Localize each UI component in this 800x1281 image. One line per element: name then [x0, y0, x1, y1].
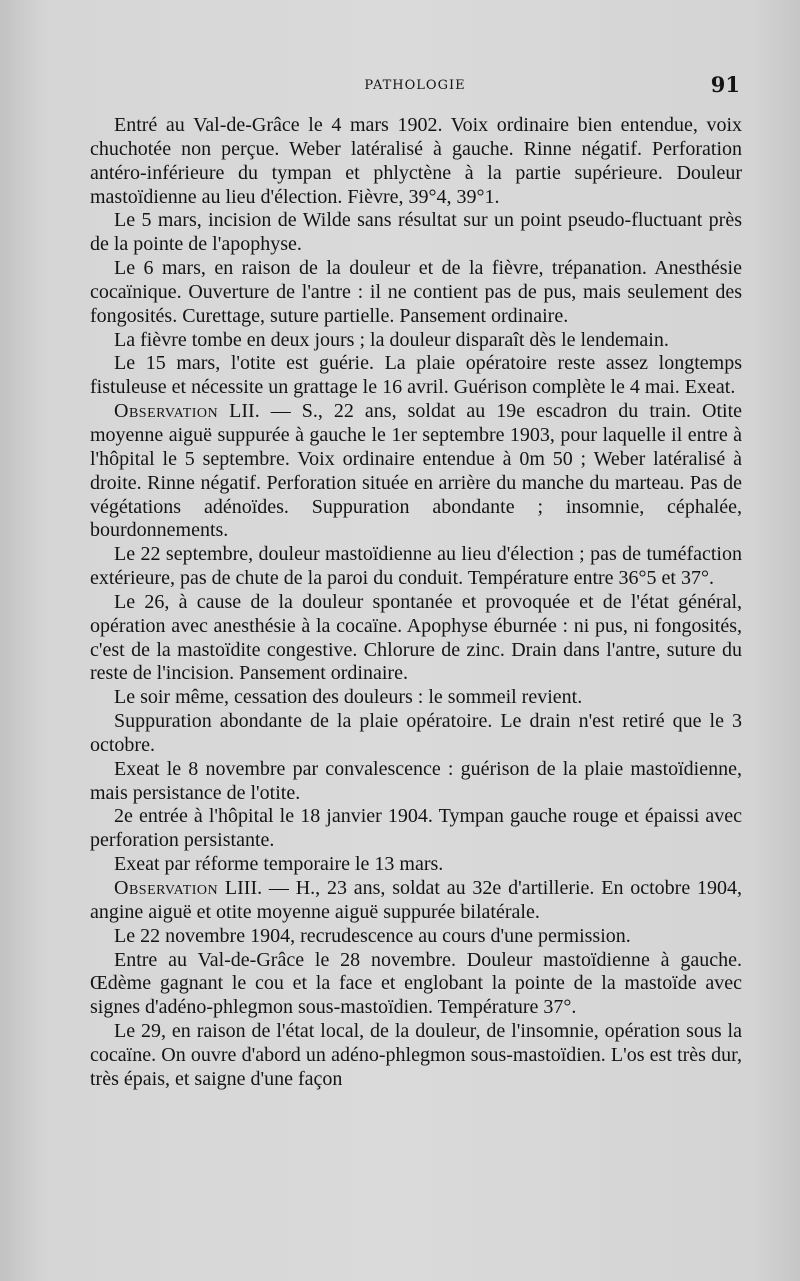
- paragraph-22-september: Le 22 septembre, douleur mastoïdienne au lieu d'élection ; pas de tuméfaction extérieure, pas de chute de la paroi du conduit. Température entre 36°5 et 37°.: [90, 543, 742, 590]
- paragraph-evening: Le soir même, cessation des douleurs : le sommeil revient.: [114, 686, 583, 709]
- paragraph-26-operation: Le 26, à cause de la douleur spontanée et provoquée et de l'état général, opération avec anesthésie à la cocaïne. Apophyse éburnée : ni pus, ni fongosités, c'est de la mastoïdite congestive. Chlorure de zinc. Drain dans l'antre, suture du reste de l'incision. Pansement ordinaire.: [90, 590, 742, 685]
- paragraph-trepanation: Le 6 mars, en raison de la douleur et de la fièvre, trépanation. Anesthésie cocaïnique. Ouverture de l'antre : il ne contient pas de pus, mais seulement des fongosités. Curettage, suture partielle. Pansement ordinaire.: [90, 257, 742, 327]
- paragraph-29-operation: Le 29, en raison de l'état local, de la douleur, de l'insomnie, opération sous la cocaïne. On ouvre d'abord un adéno-phlegmon sous-mastoïdien. L'os est très dur, très épais, et saigne d'une façon: [90, 1020, 742, 1090]
- page-number: 91: [710, 72, 740, 97]
- paragraph-entry-28-november: Entre au Val-de-Grâce le 28 novembre. Douleur mastoïdienne à gauche. Œdème gagnant le cou et la face et englobant la pointe de la mastoïde avec signes d'adéno-phlegmon sous-mastoïdien. Température 37°.: [90, 948, 742, 1019]
- paragraph-admission: Entré au Val-de-Grâce le 4 mars 1902. Voix ordinaire bien entendue, voix chuchotée non perçue. Weber latéralisé à gauche. Rinne négatif. Perforation antéro-inférieure du tympan et phlyctène à la partie supérieure. Douleur mastoïdienne au lieu d'élection. Fièvre, 39°4, 39°1.: [90, 114, 742, 208]
- paragraph-recrudescence: Le 22 novembre 1904, recrudescence au cours d'une permission.: [114, 924, 631, 947]
- paragraph-observation-lii: [90, 400, 742, 543]
- running-title: PATHOLOGIE: [364, 78, 466, 93]
- observation-liii-text: LIII. — H., 23 ans, soldat au 32e d'artillerie. En octobre 1904, angine aiguë et otite moyenne aiguë suppurée bilatérale.: [90, 877, 742, 923]
- observation-label: Observation: [114, 400, 219, 423]
- paragraph-wilde-incision: Le 5 mars, incision de Wilde sans résultat sur un point pseudo-fluctuant près de la pointe de l'apophyse.: [90, 209, 742, 256]
- observation-lii-text: LII. — S., 22 ans, soldat au 19e escadron du train. Otite moyenne aiguë suppurée à gauche le 1er septembre 1903, pour laquelle il entre à l'hôpital le 5 septembre. Voix ordinaire entendue à 0m 50 ; Weber latéralisé à droite. Rinne négatif. Perforation située en arrière du manche du marteau. Pas de végétations adénoïdes. Suppuration abondante ; insomnie, céphalée, bourdonnements.: [90, 400, 742, 542]
- page-header: [90, 72, 740, 102]
- paragraph-otitis-cured: Le 15 mars, l'otite est guérie. La plaie opératoire reste assez longtemps fistuleuse et nécessite un grattage le 16 avril. Guérison complète le 4 mai. Exeat.: [90, 352, 742, 399]
- body-text: [90, 114, 742, 1092]
- paragraph-exeat-reform: Exeat par réforme temporaire le 13 mars.: [114, 853, 444, 876]
- paragraph-fever-drops: La fièvre tombe en deux jours ; la douleur disparaît dès le lendemain.: [114, 328, 669, 351]
- paragraph-exeat-november: Exeat le 8 novembre par convalescence : guérison de la plaie mastoïdienne, mais persistance de l'otite.: [90, 757, 742, 804]
- paragraph-second-entry: 2e entrée à l'hôpital le 18 janvier 1904. Tympan gauche rouge et épaissi avec perforation persistante.: [90, 805, 742, 852]
- paragraph-observation-liii: [90, 877, 742, 925]
- paragraph-suppuration: Suppuration abondante de la plaie opératoire. Le drain n'est retiré que le 3 octobre.: [90, 710, 742, 756]
- observation-label: Observation: [114, 877, 219, 899]
